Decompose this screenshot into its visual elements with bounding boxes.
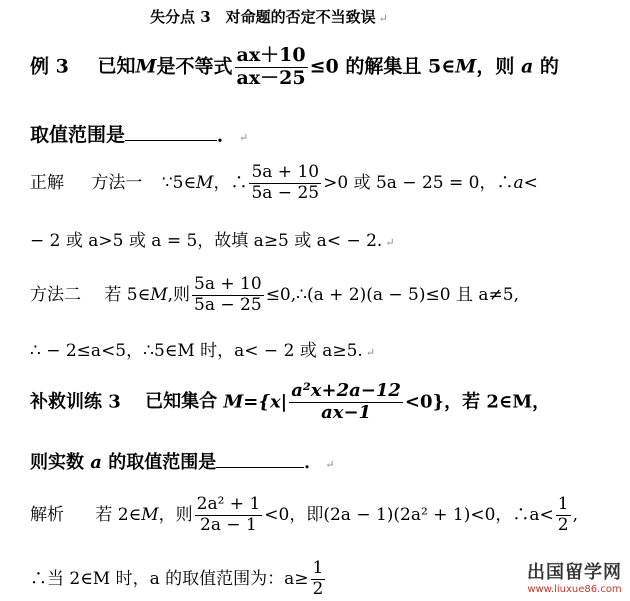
text: 若 2∈ bbox=[95, 504, 142, 525]
text: 的 bbox=[539, 55, 559, 78]
text: ≤0,∴(a + 2)(a − 5)≤0 且 a≠5, bbox=[265, 284, 519, 305]
solution-label: 正解 bbox=[30, 172, 64, 193]
method2-fraction bbox=[192, 276, 264, 315]
frac-den: ax−1 bbox=[321, 401, 372, 423]
text: − 2 或 a>5 或 a = 5，故填 a≥5 或 a< − 2. bbox=[30, 231, 383, 251]
answer-blank bbox=[125, 126, 217, 141]
method2-line2 bbox=[30, 340, 375, 364]
text: ，则 bbox=[476, 55, 515, 78]
text: <0，即(2a − 1)(2a² + 1)<0，∴a< bbox=[264, 504, 554, 525]
solution-fraction bbox=[249, 164, 321, 203]
text: 2∈M， bbox=[486, 391, 551, 413]
half-fraction bbox=[556, 496, 571, 535]
frac-den: ax－25 bbox=[236, 66, 306, 89]
text: ． bbox=[217, 124, 237, 146]
heading-text: 失分点 3 对命题的否定不当致误 bbox=[150, 8, 376, 26]
text: ，∴ bbox=[213, 172, 248, 193]
var-M: M bbox=[455, 55, 477, 78]
frac-den: 5a − 25 bbox=[194, 294, 262, 315]
text: 是不等式 bbox=[156, 55, 233, 78]
analysis-line2 bbox=[30, 560, 327, 599]
frac-den: 2 bbox=[312, 578, 324, 599]
text: 取值范围是 bbox=[30, 124, 126, 146]
text: ∵5∈ bbox=[161, 172, 197, 193]
text: 已知集合 bbox=[145, 391, 218, 413]
method2-line1 bbox=[30, 276, 519, 315]
frac-num: 1 bbox=[557, 494, 569, 514]
var-a: a bbox=[90, 452, 102, 473]
var-M: M bbox=[141, 504, 159, 525]
method-label: 方法二 bbox=[30, 284, 81, 305]
text: ,则 bbox=[167, 284, 191, 305]
text: ，则 bbox=[158, 504, 193, 525]
var-a: a bbox=[520, 55, 534, 78]
frac-num: 5a + 10 bbox=[194, 274, 262, 294]
solution-line2 bbox=[30, 230, 395, 254]
example-label: 例 3 bbox=[30, 55, 69, 78]
paragraph-mark: ↵ bbox=[378, 12, 388, 25]
frac-den: 5a − 25 bbox=[251, 182, 320, 203]
frac-num: 1 bbox=[312, 558, 324, 578]
text: ≤0 的解集且 5∈ bbox=[309, 55, 456, 78]
text: ∴当 2∈M 时，a 的取值范围为：a≥ bbox=[30, 568, 309, 589]
text: >0 或 5a − 25 = 0，∴ bbox=[323, 172, 514, 193]
solution-line1 bbox=[30, 164, 538, 203]
var-M: M bbox=[135, 55, 157, 78]
text: ∴ − 2≤a<5，∴5∈M 时，a< − 2 或 a≥5. bbox=[30, 341, 363, 361]
watermark-name: 出国留学网 bbox=[527, 562, 622, 583]
section-heading bbox=[150, 6, 388, 30]
answer-blank bbox=[216, 453, 304, 468]
frac-num: a²x+2a−12 bbox=[291, 380, 401, 401]
drill-label: 补救训练 3 bbox=[30, 391, 121, 413]
text: 的取值范围是 bbox=[108, 452, 217, 473]
analysis-line1 bbox=[30, 496, 578, 535]
text: 已知 bbox=[97, 55, 136, 78]
example-3-line2 bbox=[30, 124, 248, 149]
text: ． bbox=[304, 452, 323, 473]
var-M: M bbox=[196, 172, 214, 193]
paragraph-mark: ↵ bbox=[385, 236, 395, 249]
drill-line1 bbox=[30, 382, 550, 423]
frac-num: ax＋10 bbox=[236, 44, 306, 66]
drill-line2 bbox=[30, 452, 334, 476]
text: 若 5∈ bbox=[104, 284, 151, 305]
method-label: 方法一 bbox=[91, 172, 143, 193]
text: 则实数 bbox=[30, 452, 84, 473]
text: , bbox=[572, 504, 578, 525]
watermark-url: www.liuxue86.com bbox=[527, 584, 622, 595]
set-expr: M={x| bbox=[223, 391, 288, 413]
half-fraction bbox=[311, 560, 326, 599]
site-watermark bbox=[527, 558, 622, 595]
frac-num: 5a + 10 bbox=[251, 162, 320, 182]
paragraph-mark: ↵ bbox=[239, 131, 249, 144]
example-3-line1 bbox=[30, 46, 559, 89]
text: <0}，若 bbox=[404, 391, 481, 413]
inequality-fraction bbox=[235, 46, 308, 89]
var-M: M bbox=[150, 284, 168, 305]
frac-den: 2a − 1 bbox=[200, 514, 257, 535]
analysis-label: 解析 bbox=[30, 504, 64, 525]
paragraph-mark: ↵ bbox=[365, 346, 376, 359]
var-a: a bbox=[513, 172, 524, 193]
analysis-fraction bbox=[195, 496, 263, 535]
paragraph-mark: ↵ bbox=[325, 458, 335, 471]
frac-num: 2a² + 1 bbox=[196, 494, 261, 514]
text: < bbox=[523, 172, 538, 193]
drill-fraction bbox=[289, 382, 403, 423]
frac-den: 2 bbox=[557, 514, 569, 535]
